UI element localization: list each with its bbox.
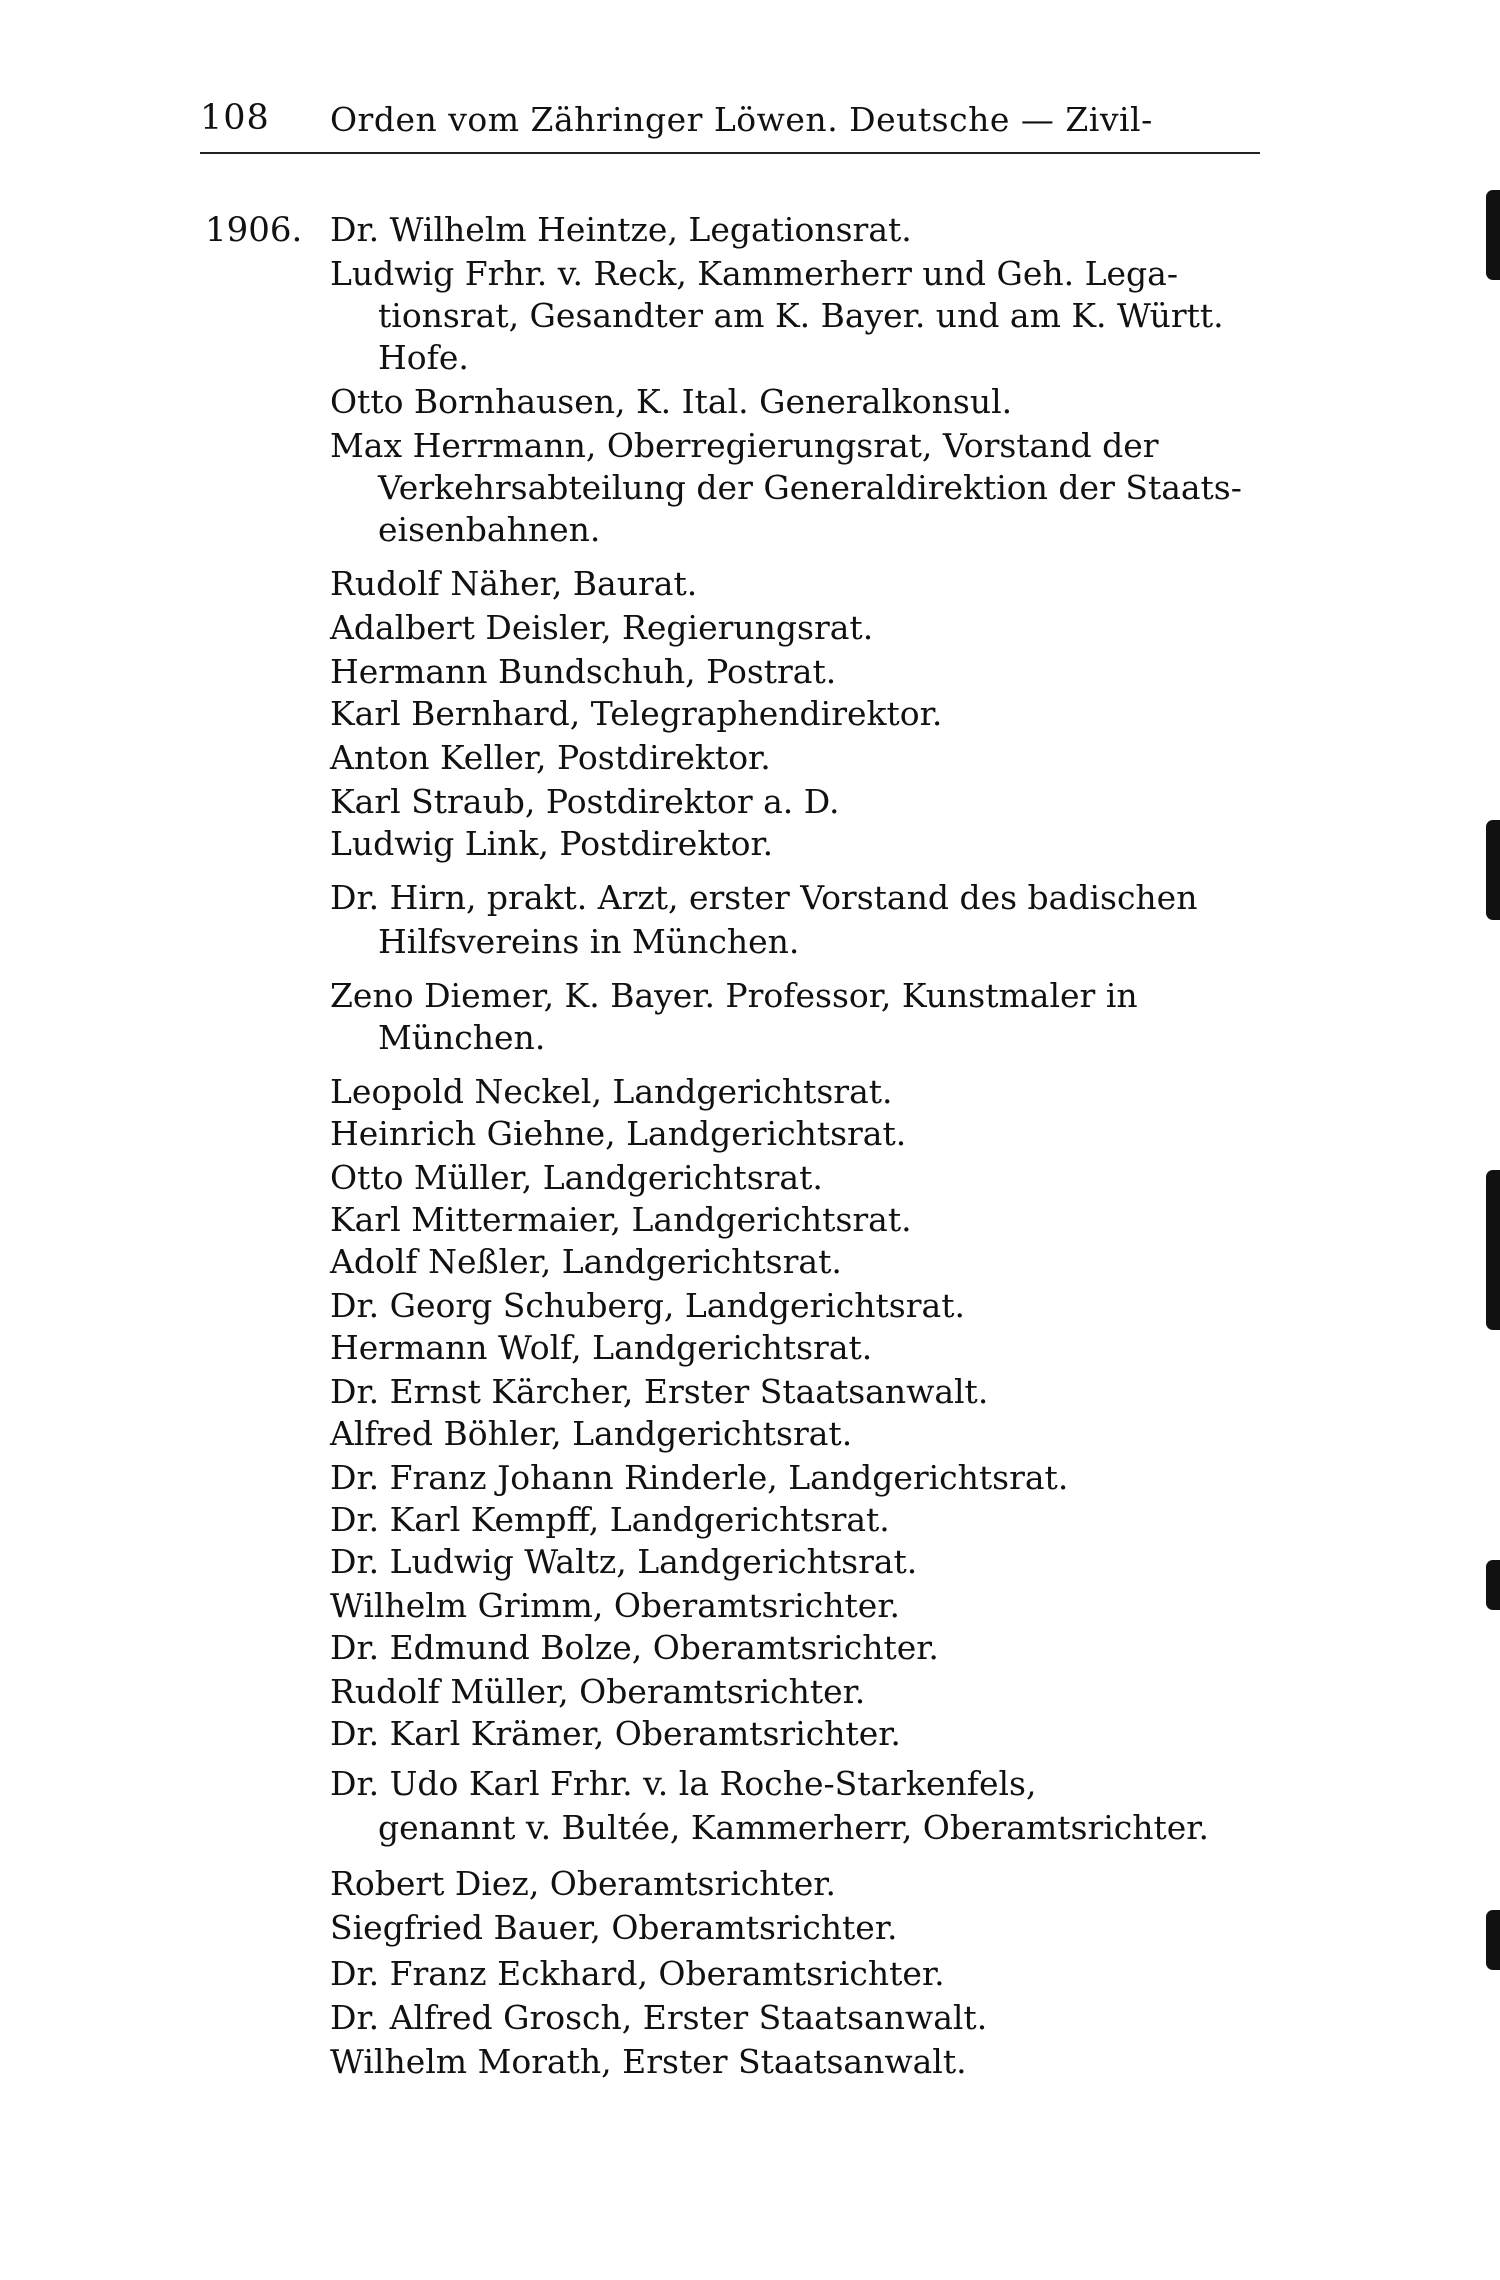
entry-line: Dr. Karl Krämer, Oberamtsrichter.: [330, 1714, 901, 1753]
entry-line: Dr. Ludwig Waltz, Landgerichtsrat.: [330, 1542, 918, 1581]
entry-line: Siegfried Bauer, Oberamtsrichter.: [330, 1908, 898, 1947]
entry-line-continuation: München.: [378, 1018, 546, 1057]
entry-line: Karl Bernhard, Telegraphendirektor.: [330, 694, 943, 733]
entry-line: Hermann Wolf, Landgerichtsrat.: [330, 1328, 873, 1367]
running-head: Orden vom Zähringer Löwen. Deutsche — Zivil-: [330, 100, 1153, 139]
entry-line: Hermann Bundschuh, Postrat.: [330, 652, 837, 691]
entry-line-continuation: tionsrat, Gesandter am K. Bayer. und am K. Württ.: [378, 296, 1224, 335]
entry-line: Dr. Ernst Kärcher, Erster Staatsanwalt.: [330, 1372, 989, 1411]
entry-line: Leopold Neckel, Landgerichtsrat.: [330, 1072, 893, 1111]
scan-edge-mark: [1486, 1170, 1500, 1330]
entry-line-continuation: genannt v. Bultée, Kammerherr, Oberamtsrichter.: [378, 1808, 1209, 1847]
entry-line: Max Herrmann, Oberregierungsrat, Vorstand der: [330, 426, 1159, 465]
entry-line: Wilhelm Morath, Erster Staatsanwalt.: [330, 2042, 967, 2081]
entry-line: Dr. Alfred Grosch, Erster Staatsanwalt.: [330, 1998, 988, 2037]
entry-line: Ludwig Link, Postdirektor.: [330, 824, 774, 863]
year-label: 1906.: [205, 210, 303, 250]
entry-line: Dr. Edmund Bolze, Oberamtsrichter.: [330, 1628, 939, 1667]
entry-line: Ludwig Frhr. v. Reck, Kammerherr und Geh. Lega-: [330, 254, 1178, 293]
scan-edge-mark: [1486, 190, 1500, 280]
entry-line-continuation: Hofe.: [378, 338, 469, 377]
entry-line: Dr. Hirn, prakt. Arzt, erster Vorstand des badischen: [330, 878, 1198, 917]
page-header: [200, 92, 1260, 154]
entry-line: Adalbert Deisler, Regierungsrat.: [330, 608, 874, 647]
scan-edge-mark: [1486, 1910, 1500, 1970]
entry-line: Dr. Franz Eckhard, Oberamtsrichter.: [330, 1954, 945, 1993]
scan-edge-mark: [1486, 1560, 1500, 1610]
entry-line: Rudolf Näher, Baurat.: [330, 564, 698, 603]
entry-line: Heinrich Giehne, Landgerichtsrat.: [330, 1114, 907, 1153]
entry-line-continuation: eisenbahnen.: [378, 510, 601, 549]
entry-line-continuation: Hilfsvereins in München.: [378, 922, 800, 961]
scan-edge-mark: [1486, 820, 1500, 920]
entry-line: Anton Keller, Postdirektor.: [330, 738, 771, 777]
entry-line: Otto Müller, Landgerichtsrat.: [330, 1158, 823, 1197]
page-number: 108: [200, 98, 270, 138]
entry-line: Dr. Wilhelm Heintze, Legationsrat.: [330, 210, 912, 249]
entry-line: Karl Mittermaier, Landgerichtsrat.: [330, 1200, 912, 1239]
entry-line: Karl Straub, Postdirektor a. D.: [330, 782, 840, 821]
entry-line: Dr. Udo Karl Frhr. v. la Roche-Starkenfels,: [330, 1764, 1037, 1803]
entry-line: Zeno Diemer, K. Bayer. Professor, Kunstmaler in: [330, 976, 1138, 1015]
entry-line: Alfred Böhler, Landgerichtsrat.: [330, 1414, 853, 1453]
entry-line: Robert Diez, Oberamtsrichter.: [330, 1864, 836, 1903]
entry-line: Dr. Karl Kempff, Landgerichtsrat.: [330, 1500, 890, 1539]
entry-line: Wilhelm Grimm, Oberamtsrichter.: [330, 1586, 900, 1625]
entry-line: Dr. Georg Schuberg, Landgerichtsrat.: [330, 1286, 965, 1325]
entry-line: Otto Bornhausen, K. Ital. Generalkonsul.: [330, 382, 1013, 421]
entry-line: Dr. Franz Johann Rinderle, Landgerichtsrat.: [330, 1458, 1069, 1497]
entry-line: Rudolf Müller, Oberamtsrichter.: [330, 1672, 866, 1711]
entry-line-continuation: Verkehrsabteilung der Generaldirektion der Staats-: [378, 468, 1242, 507]
entry-line: Adolf Neßler, Landgerichtsrat.: [330, 1242, 842, 1281]
